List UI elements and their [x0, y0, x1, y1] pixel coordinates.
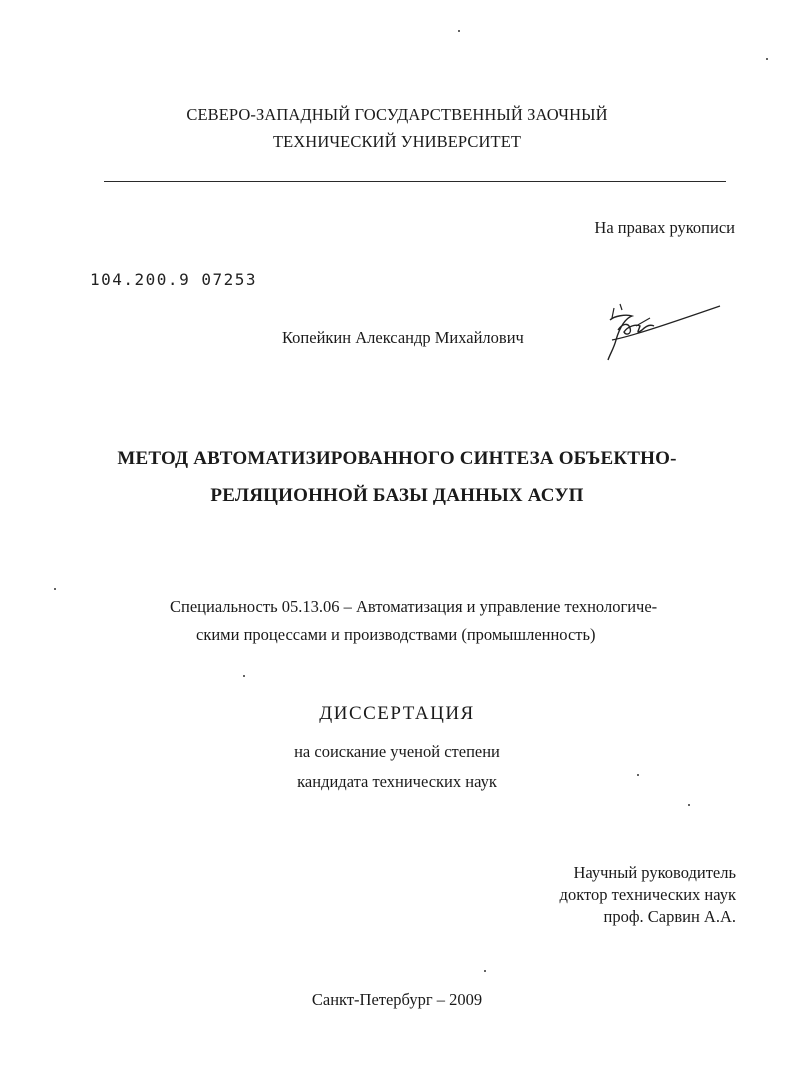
- scan-speck: [458, 30, 460, 32]
- catalog-code: 104.200.9 07253: [90, 270, 257, 289]
- author-name: Копейкин Александр Михайлович: [282, 328, 524, 347]
- title-line-1: МЕТОД АВТОМАТИЗИРОВАННОГО СИНТЕЗА ОБЪЕКТНО-: [117, 448, 677, 469]
- dissertation-title: [0, 440, 794, 514]
- author-signature: [592, 296, 732, 366]
- title-line-2: РЕЛЯЦИОННОЙ БАЗЫ ДАННЫХ АСУП: [210, 485, 584, 506]
- advisor-role: Научный руководитель: [573, 863, 736, 882]
- scan-speck: [637, 774, 639, 776]
- university-line-2: ТЕХНИЧЕСКИЙ УНИВЕРСИТЕТ: [272, 132, 522, 151]
- university-name: [0, 101, 794, 155]
- specialty-line-1: Специальность 05.13.06 – Автоматизация и управление технологиче-: [170, 597, 658, 616]
- degree-info: [0, 737, 794, 797]
- degree-line-1: на соискание ученой степени: [294, 742, 500, 761]
- degree-line-2: кандидата технических наук: [297, 772, 497, 791]
- scan-speck: [54, 588, 56, 590]
- work-type: ДИССЕРТАЦИЯ: [319, 703, 475, 724]
- advisor-name: проф. Сарвин А.А.: [603, 907, 736, 926]
- scan-speck: [243, 675, 245, 677]
- scan-speck: [484, 970, 486, 972]
- advisor-degree: доктор технических наук: [559, 885, 736, 904]
- specialty-line-2: скими процессами и производствами (промышленность): [196, 625, 596, 644]
- manuscript-note: На правах рукописи: [594, 218, 735, 237]
- scan-speck: [766, 58, 768, 60]
- city-year: Санкт-Петербург – 2009: [311, 990, 483, 1009]
- header-divider: [104, 181, 726, 182]
- university-line-1: СЕВЕРО-ЗАПАДНЫЙ ГОСУДАРСТВЕННЫЙ ЗАОЧНЫЙ: [186, 105, 608, 124]
- scan-speck: [688, 804, 690, 806]
- scientific-advisor: [560, 862, 736, 928]
